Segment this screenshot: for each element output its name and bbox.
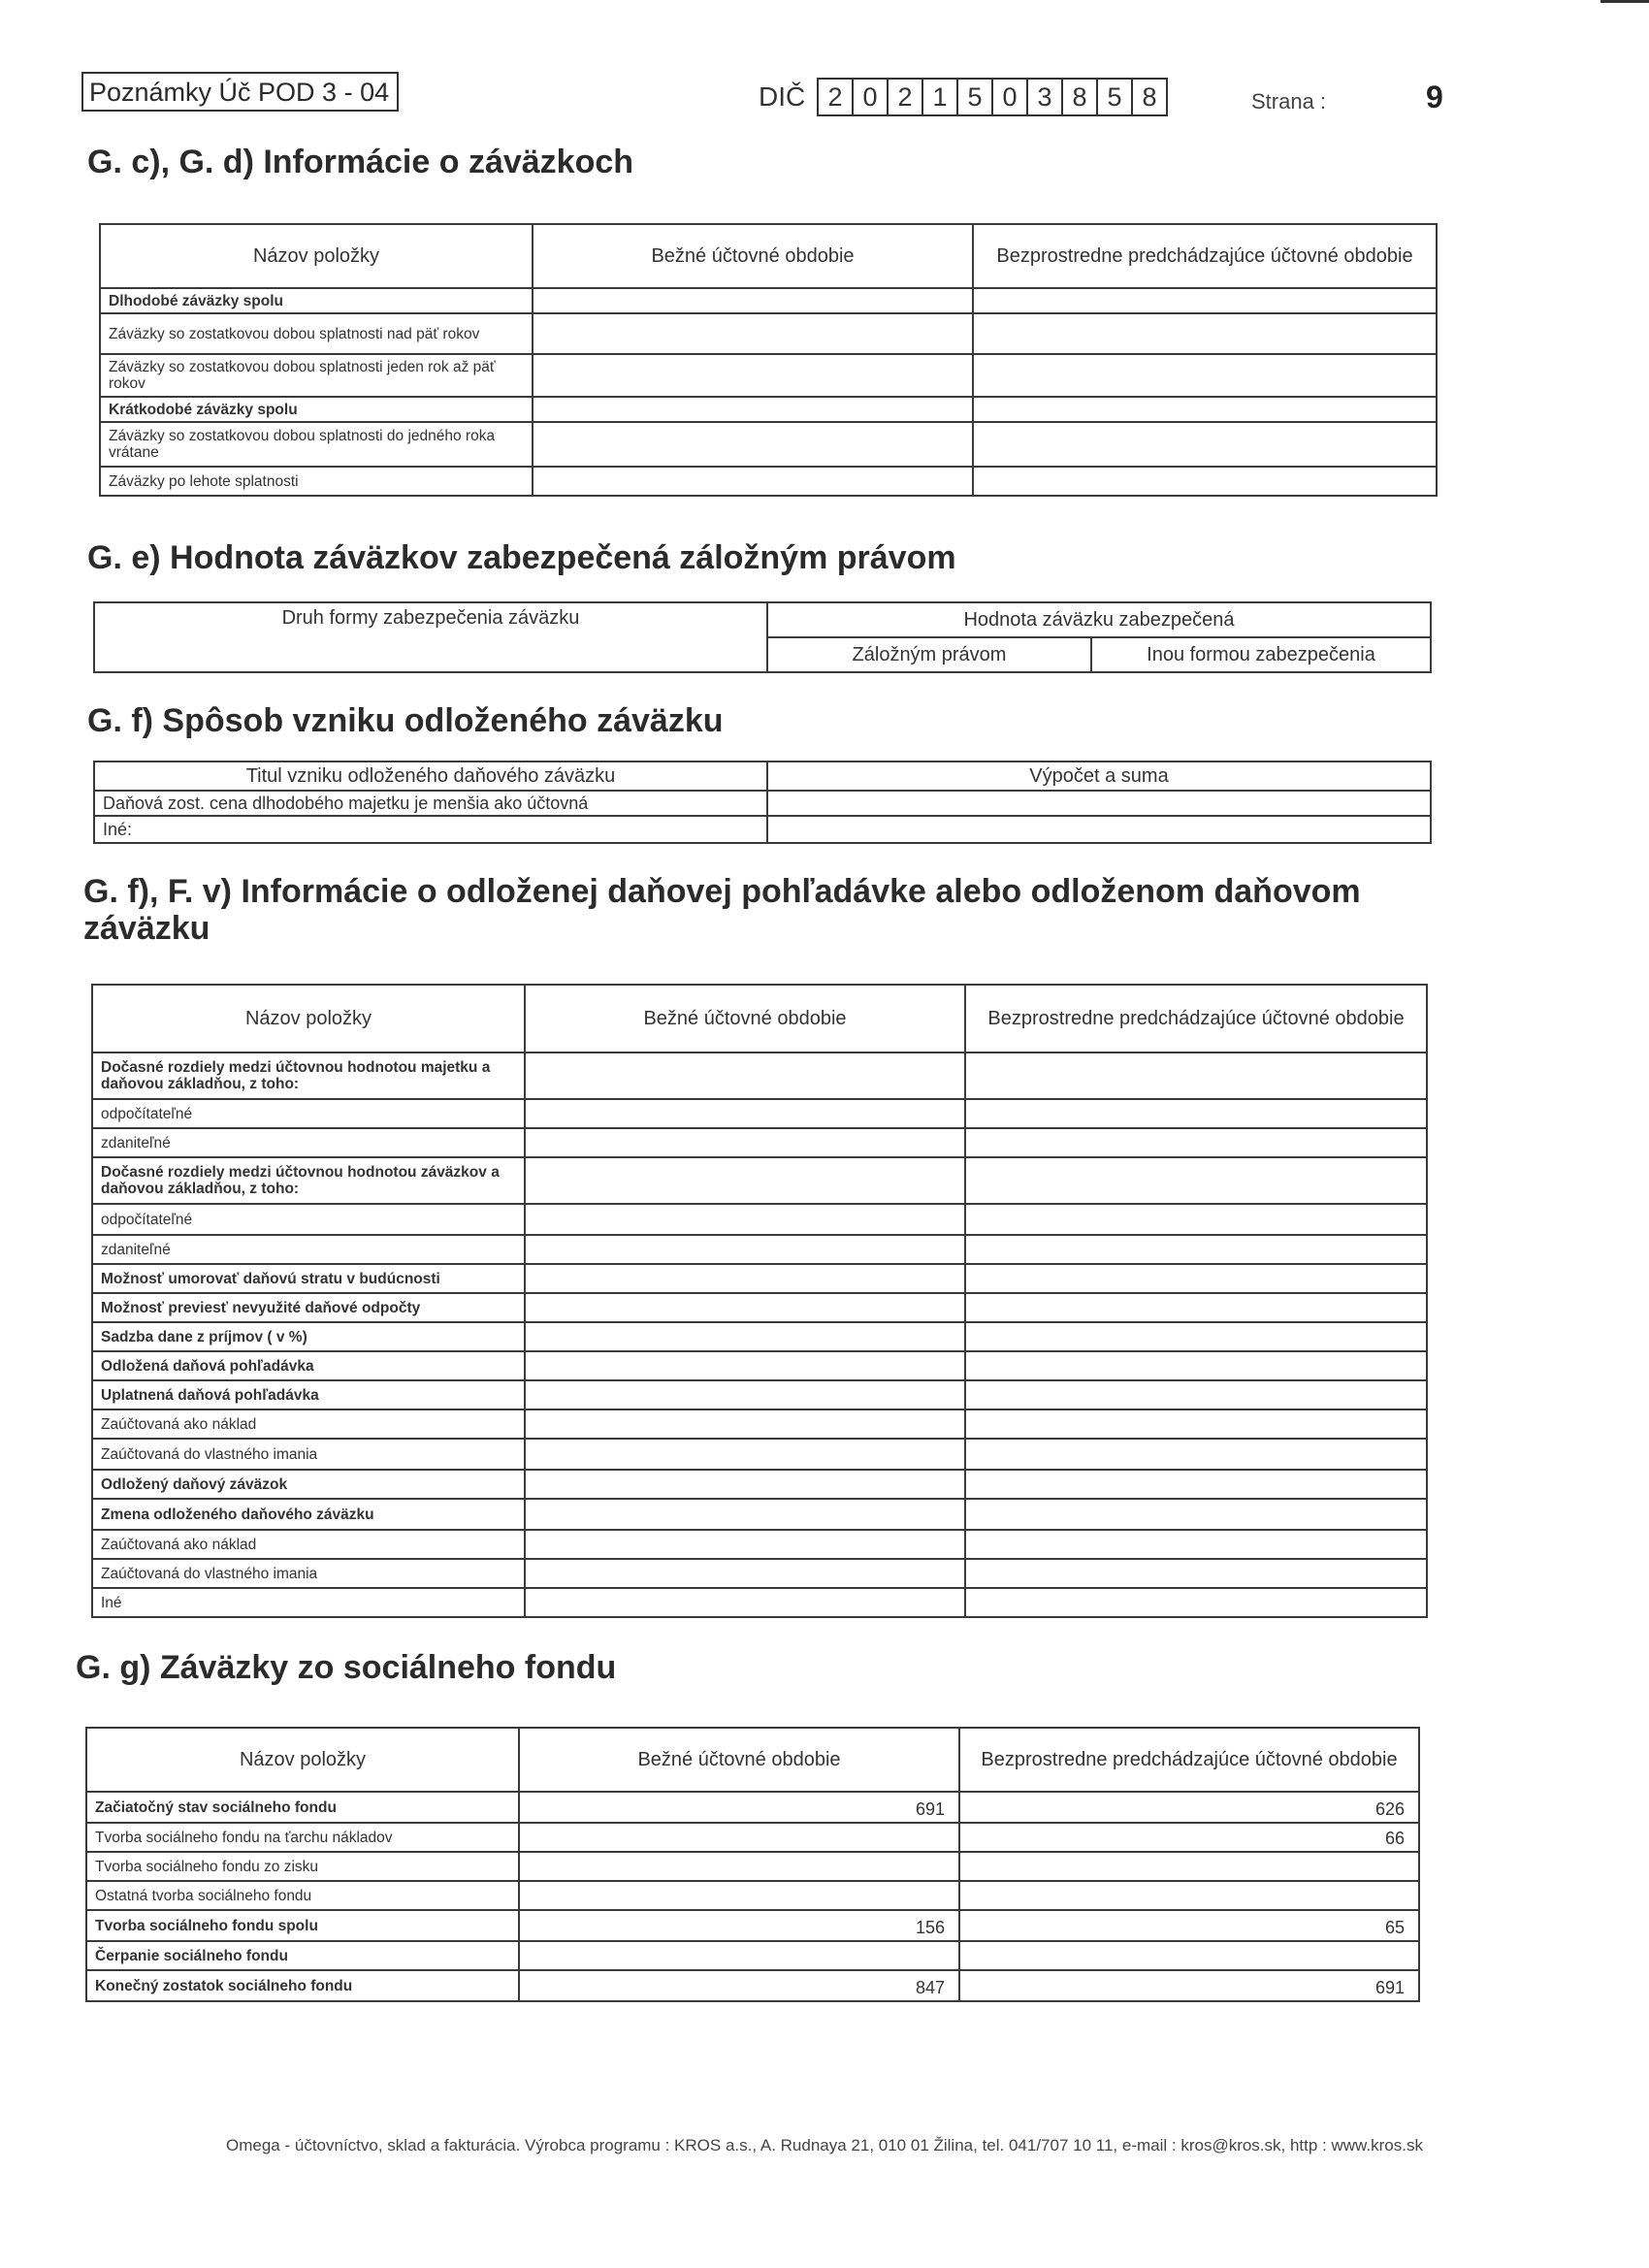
deferred-origin-table: [93, 761, 1432, 844]
table-row-label: Iné: [92, 1588, 525, 1617]
table-row-label: Zaúčtovaná ako náklad: [92, 1530, 525, 1559]
section-gcd-title: G. c), G. d) Informácie o záväzkoch: [87, 144, 634, 180]
current-value: 156: [519, 1910, 959, 1941]
previous-value: [959, 1852, 1419, 1881]
value-cell: [973, 313, 1437, 354]
value-cell: [533, 288, 973, 313]
current-value: [519, 1823, 959, 1852]
table-row-label: Čerpanie sociálneho fondu: [86, 1941, 519, 1970]
value-cell: [525, 1053, 965, 1099]
table-row-label: zdaniteľné: [92, 1235, 525, 1264]
table-row: [86, 1970, 1419, 2001]
form-name-box: Poznámky Úč POD 3 - 04: [81, 72, 399, 112]
col-header-value: Hodnota záväzku zabezpečená: [767, 602, 1431, 637]
value-cell: [965, 1235, 1427, 1264]
value-cell: [965, 1128, 1427, 1157]
value-cell: [965, 1439, 1427, 1470]
value-cell: [965, 1351, 1427, 1380]
value-cell: [533, 467, 973, 496]
col-header-title: Titul vzniku odloženého daňového záväzku: [94, 761, 767, 791]
scan-edge-mark: [1600, 0, 1649, 3]
table-row-label: Záväzky po lehote splatnosti: [100, 467, 533, 496]
dic-digit: 8: [1063, 80, 1098, 114]
table-row-label: odpočítateľné: [92, 1099, 525, 1128]
col-header-name: Názov položky: [92, 985, 525, 1053]
table-row-label: Zaúčtovaná do vlastného imania: [92, 1439, 525, 1470]
table-row: [86, 1881, 1419, 1910]
value-cell: [965, 1204, 1427, 1235]
table-row-label: Krátkodobé záväzky spolu: [100, 397, 533, 422]
col-subheader-pledge: Záložným právom: [767, 637, 1091, 672]
col-header-previous: Bezprostredne predchádzajúce účtovné obdobie: [973, 224, 1437, 288]
value-cell: [965, 1322, 1427, 1351]
value-cell: [973, 467, 1437, 496]
dic-digit: 8: [1133, 80, 1168, 114]
value-cell: [525, 1235, 965, 1264]
value-cell: [525, 1099, 965, 1128]
col-header-current: Bežné účtovné obdobie: [533, 224, 973, 288]
section-gg-title: G. g) Záväzky zo sociálneho fondu: [76, 1649, 617, 1686]
value-cell: [525, 1128, 965, 1157]
pledge-table: [93, 601, 1432, 673]
value-cell: [965, 1053, 1427, 1099]
table-row-label: Dočasné rozdiely medzi účtovnou hodnotou záväzkov a daňovou základňou, z toho:: [92, 1157, 525, 1204]
value-cell: [525, 1559, 965, 1588]
dic-digit: 2: [889, 80, 923, 114]
table-row: [86, 1910, 1419, 1941]
table-row-label: Konečný zostatok sociálneho fondu: [86, 1970, 519, 2001]
value-cell: [525, 1409, 965, 1439]
value-cell: [525, 1439, 965, 1470]
col-header-current: Bežné účtovné obdobie: [519, 1728, 959, 1792]
value-cell: [965, 1530, 1427, 1559]
value-cell: [965, 1293, 1427, 1322]
table-row-label: zdaniteľné: [92, 1128, 525, 1157]
current-value: 847: [519, 1970, 959, 2001]
table-row-label: Začiatočný stav sociálneho fondu: [86, 1792, 519, 1823]
value-cell: [525, 1588, 965, 1617]
table-row-label: Záväzky so zostatkovou dobou splatnosti nad päť rokov: [100, 313, 533, 354]
value-cell: [973, 354, 1437, 397]
table-row-label: odpočítateľné: [92, 1204, 525, 1235]
value-cell: [525, 1322, 965, 1351]
current-value: [519, 1852, 959, 1881]
section-ge-title: G. e) Hodnota záväzkov zabezpečená záložným právom: [87, 539, 956, 576]
dic-digit: 3: [1028, 80, 1063, 114]
value-cell: [525, 1530, 965, 1559]
social-fund-table: [85, 1727, 1420, 2002]
value-cell: [965, 1264, 1427, 1293]
table-row-label: Možnosť previesť nevyužité daňové odpočty: [92, 1293, 525, 1322]
value-cell: [525, 1499, 965, 1530]
value-cell: [525, 1380, 965, 1409]
value-cell: [973, 288, 1437, 313]
value-cell: [525, 1264, 965, 1293]
value-cell: [767, 816, 1431, 843]
dic-digit: 5: [1098, 80, 1133, 114]
section-gfv-title-line1: G. f), F. v) Informácie o odloženej daňovej pohľadávke alebo odloženom daňovom: [83, 873, 1361, 910]
col-header-previous: Bezprostredne predchádzajúce účtovné obdobie: [959, 1728, 1419, 1792]
current-value: 691: [519, 1792, 959, 1823]
footer-credit: Omega - účtovníctvo, sklad a fakturácia. Výrobca programu : KROS a.s., A. Rudnaya 21, 010 01 Žilina, tel. 041/707 10 11, e-mail : kros@kros.sk, http : www.kros.sk: [226, 2136, 1423, 2155]
dic-digit: 0: [854, 80, 889, 114]
previous-value: 65: [959, 1910, 1419, 1941]
col-header-current: Bežné účtovné obdobie: [525, 985, 965, 1053]
table-row-label: Odložená daňová pohľadávka: [92, 1351, 525, 1380]
previous-value: [959, 1941, 1419, 1970]
previous-value: 691: [959, 1970, 1419, 2001]
col-subheader-other: Inou formou zabezpečenia: [1091, 637, 1431, 672]
dic-digit: 5: [958, 80, 993, 114]
table-row-label: Zaúčtovaná do vlastného imania: [92, 1559, 525, 1588]
table-row: [86, 1792, 1419, 1823]
col-header-name: Názov položky: [100, 224, 533, 288]
dic-digits: [817, 78, 1168, 116]
value-cell: [533, 313, 973, 354]
value-cell: [973, 397, 1437, 422]
value-cell: [525, 1204, 965, 1235]
table-row-label: Tvorba sociálneho fondu na ťarchu nákladov: [86, 1823, 519, 1852]
value-cell: [767, 791, 1431, 816]
col-header-calc: Výpočet a suma: [767, 761, 1431, 791]
col-header-previous: Bezprostredne predchádzajúce účtovné obdobie: [965, 985, 1427, 1053]
col-header-name: Názov položky: [86, 1728, 519, 1792]
value-cell: [525, 1351, 965, 1380]
dic-digit: 2: [819, 80, 854, 114]
col-header-type: Druh formy zabezpečenia záväzku: [94, 602, 767, 672]
table-row-label: Tvorba sociálneho fondu spolu: [86, 1910, 519, 1941]
value-cell: [533, 422, 973, 467]
table-row-label: Zmena odloženého daňového záväzku: [92, 1499, 525, 1530]
liabilities-table: [99, 223, 1438, 497]
value-cell: [965, 1157, 1427, 1204]
previous-value: 66: [959, 1823, 1419, 1852]
dic-digit: 1: [923, 80, 958, 114]
table-row-label: Záväzky so zostatkovou dobou splatnosti jeden rok až päť rokov: [100, 354, 533, 397]
table-row-label: Daňová zost. cena dlhodobého majetku je menšia ako účtovná: [94, 791, 767, 816]
table-row-label: Odložený daňový záväzok: [92, 1470, 525, 1499]
table-row-label: Možnosť umorovať daňovú stratu v budúcnosti: [92, 1264, 525, 1293]
value-cell: [965, 1099, 1427, 1128]
table-row: [86, 1941, 1419, 1970]
value-cell: [965, 1470, 1427, 1499]
table-row-label: Ostatná tvorba sociálneho fondu: [86, 1881, 519, 1910]
page-label: Strana :: [1251, 89, 1327, 113]
value-cell: [965, 1588, 1427, 1617]
table-row-label: Dlhodobé záväzky spolu: [100, 288, 533, 313]
table-row-label: Iné:: [94, 816, 767, 843]
dic-digit: 0: [993, 80, 1028, 114]
table-row-label: Záväzky so zostatkovou dobou splatnosti do jedného roka vrátane: [100, 422, 533, 467]
table-row-label: Tvorba sociálneho fondu zo zisku: [86, 1852, 519, 1881]
previous-value: [959, 1881, 1419, 1910]
deferred-tax-table: [91, 984, 1428, 1618]
section-gfv-title-line2: záväzku: [83, 910, 210, 947]
value-cell: [965, 1559, 1427, 1588]
section-gf-title: G. f) Spôsob vzniku odloženého záväzku: [87, 702, 724, 739]
table-row: [86, 1852, 1419, 1881]
value-cell: [525, 1157, 965, 1204]
value-cell: [965, 1499, 1427, 1530]
current-value: [519, 1881, 959, 1910]
previous-value: 626: [959, 1792, 1419, 1823]
value-cell: [965, 1409, 1427, 1439]
value-cell: [533, 354, 973, 397]
current-value: [519, 1941, 959, 1970]
page-number: 9: [1426, 80, 1443, 114]
table-row-label: Sadzba dane z príjmov ( v %): [92, 1322, 525, 1351]
table-row-label: Uplatnená daňová pohľadávka: [92, 1380, 525, 1409]
value-cell: [973, 422, 1437, 467]
table-row: [86, 1823, 1419, 1852]
table-row-label: Dočasné rozdiely medzi účtovnou hodnotou majetku a daňovou základňou, z toho:: [92, 1053, 525, 1099]
table-row-label: Zaúčtovaná ako náklad: [92, 1409, 525, 1439]
dic-label: DIČ: [759, 81, 806, 112]
value-cell: [525, 1470, 965, 1499]
value-cell: [533, 397, 973, 422]
value-cell: [525, 1293, 965, 1322]
value-cell: [965, 1380, 1427, 1409]
